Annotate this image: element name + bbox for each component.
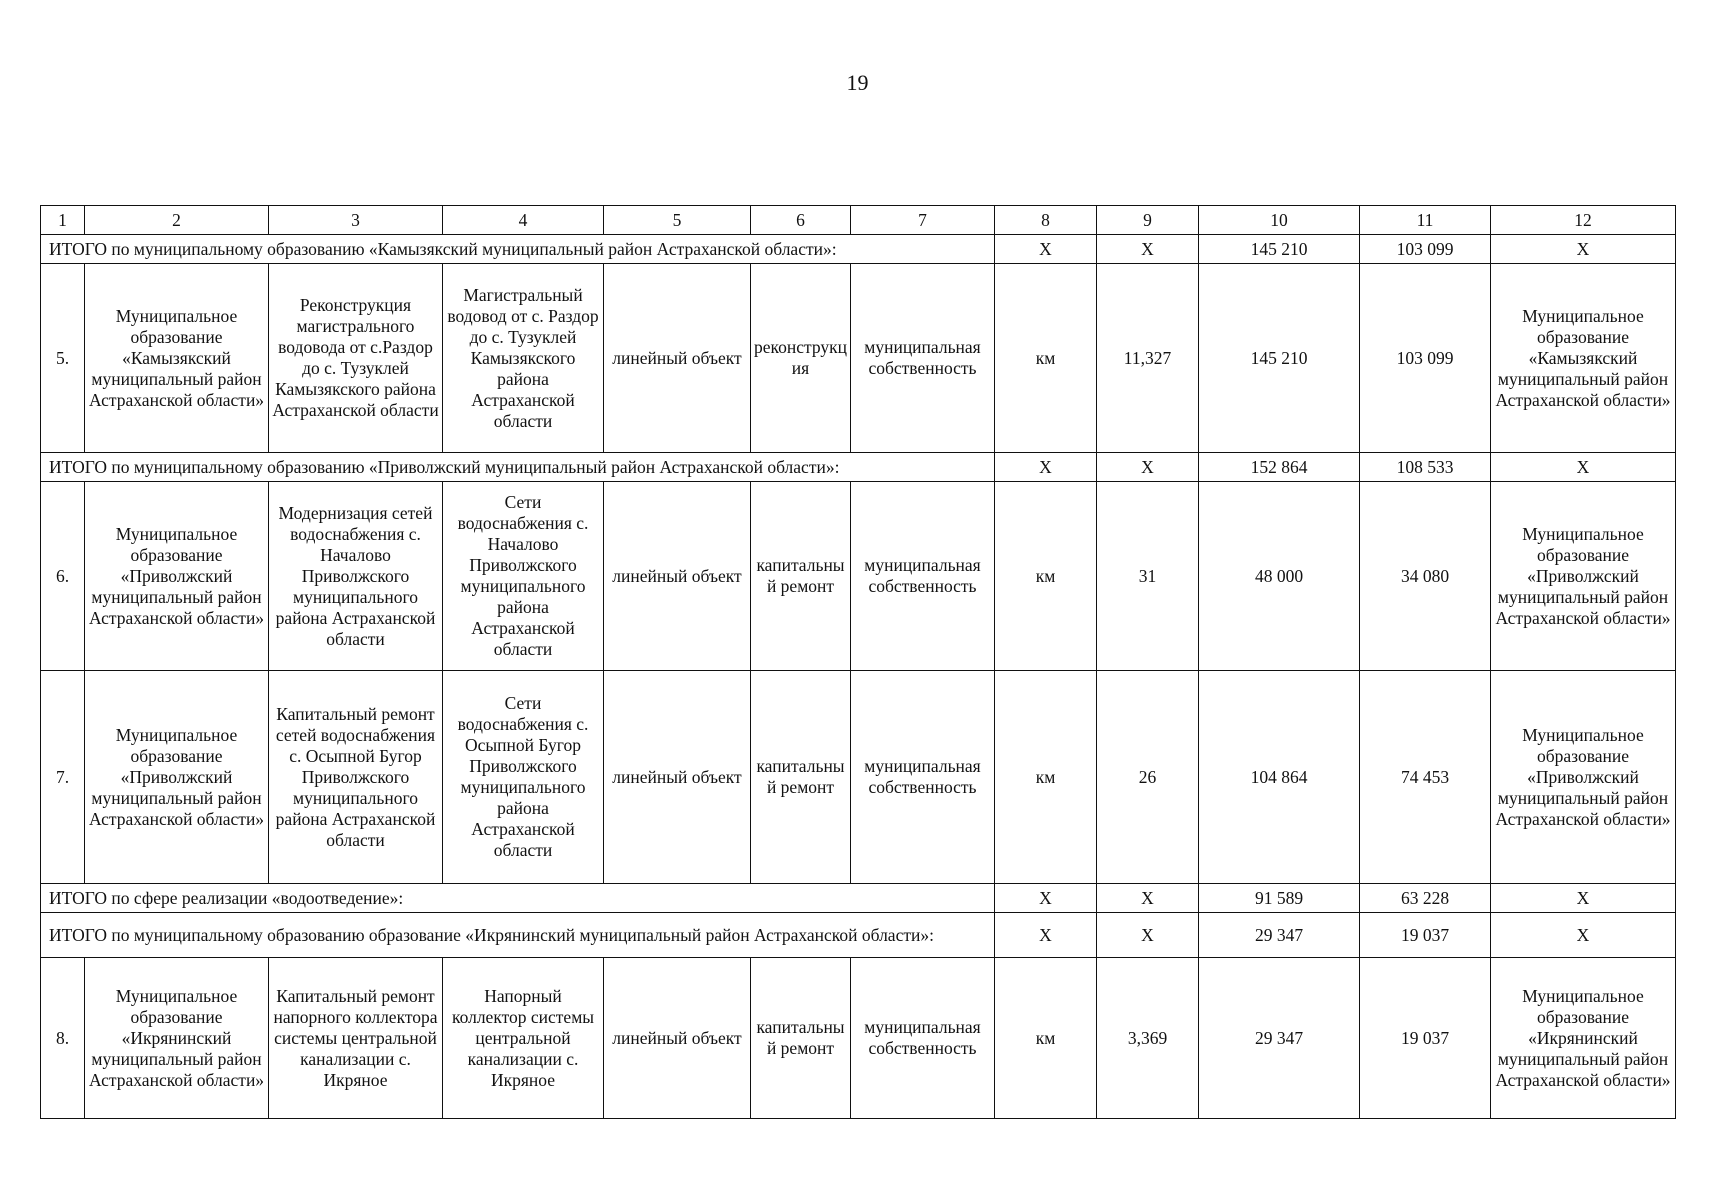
- object-type: линейный объект: [604, 958, 751, 1119]
- unit: км: [995, 671, 1097, 884]
- row-number: 7.: [41, 671, 85, 884]
- ownership: муниципальная собственность: [851, 482, 995, 671]
- total-c8: Х: [995, 235, 1097, 264]
- row-number: 8.: [41, 958, 85, 1119]
- total-c10: 145 210: [1199, 235, 1360, 264]
- owner: Муниципальное образование «Икрянинский муниципальный район Астраханской области»: [1491, 958, 1676, 1119]
- object-name: Магистральный водовод от с. Раздор до с. Тузуклей Камызякского района Астраханской области: [443, 264, 604, 453]
- total-label: ИТОГО по муниципальному образованию образование «Икрянинский муниципальный район Астраханской области»:: [41, 913, 995, 958]
- cost: 29 347: [1199, 958, 1360, 1119]
- total-row: [41, 913, 1676, 958]
- row-number: 6.: [41, 482, 85, 671]
- object-type: линейный объект: [604, 671, 751, 884]
- object-name: Напорный коллектор системы центральной канализации с. Икряное: [443, 958, 604, 1119]
- quantity: 11,327: [1097, 264, 1199, 453]
- measure-name: Капитальный ремонт сетей водоснабжения с. Осыпной Бугор Приволжского муниципального района Астраханской области: [269, 671, 443, 884]
- unit: км: [995, 958, 1097, 1119]
- work-type: реконструкция: [751, 264, 851, 453]
- column-number: 6: [751, 206, 851, 235]
- table-row: [41, 482, 1676, 671]
- column-number: 5: [604, 206, 751, 235]
- quantity: 26: [1097, 671, 1199, 884]
- work-type: капитальный ремонт: [751, 958, 851, 1119]
- measure-name: Модернизация сетей водоснабжения с. Началово Приволжского муниципального района Астраханской области: [269, 482, 443, 671]
- total-c12: Х: [1491, 913, 1676, 958]
- quantity: 31: [1097, 482, 1199, 671]
- cost-secondary: 34 080: [1360, 482, 1491, 671]
- measure-name: Реконструкция магистрального водовода от с.Раздор до с. Тузуклей Камызякского района Астраханской области: [269, 264, 443, 453]
- table-row: [41, 264, 1676, 453]
- total-c12: Х: [1491, 235, 1676, 264]
- total-c10: 91 589: [1199, 884, 1360, 913]
- total-c12: Х: [1491, 884, 1676, 913]
- ownership: муниципальная собственность: [851, 958, 995, 1119]
- work-type: капитальный ремонт: [751, 482, 851, 671]
- work-type: капитальный ремонт: [751, 671, 851, 884]
- ownership: муниципальная собственность: [851, 671, 995, 884]
- column-number: 1: [41, 206, 85, 235]
- cost: 48 000: [1199, 482, 1360, 671]
- owner: Муниципальное образование «Камызякский муниципальный район Астраханской области»: [1491, 264, 1676, 453]
- total-c11: 19 037: [1360, 913, 1491, 958]
- total-c8: Х: [995, 453, 1097, 482]
- ownership: муниципальная собственность: [851, 264, 995, 453]
- total-c9: Х: [1097, 884, 1199, 913]
- total-c9: Х: [1097, 235, 1199, 264]
- total-label: ИТОГО по сфере реализации «водоотведение»:: [41, 884, 995, 913]
- table-row: [41, 958, 1676, 1119]
- cost-secondary: 19 037: [1360, 958, 1491, 1119]
- column-number: 8: [995, 206, 1097, 235]
- total-row: [41, 235, 1676, 264]
- municipal-entity: Муниципальное образование «Камызякский муниципальный район Астраханской области»: [85, 264, 269, 453]
- total-c8: Х: [995, 884, 1097, 913]
- municipal-entity: Муниципальное образование «Приволжский муниципальный район Астраханской области»: [85, 671, 269, 884]
- owner: Муниципальное образование «Приволжский муниципальный район Астраханской области»: [1491, 482, 1676, 671]
- object-type: линейный объект: [604, 482, 751, 671]
- object-name: Сети водоснабжения с. Началово Приволжского муниципального района Астраханской области: [443, 482, 604, 671]
- total-c10: 152 864: [1199, 453, 1360, 482]
- quantity: 3,369: [1097, 958, 1199, 1119]
- total-label: ИТОГО по муниципальному образованию «Камызякский муниципальный район Астраханской области»:: [41, 235, 995, 264]
- total-c11: 108 533: [1360, 453, 1491, 482]
- unit: км: [995, 264, 1097, 453]
- cost-secondary: 103 099: [1360, 264, 1491, 453]
- cost: 104 864: [1199, 671, 1360, 884]
- object-name: Сети водоснабжения с. Осыпной Бугор Приволжского муниципального района Астраханской области: [443, 671, 604, 884]
- unit: км: [995, 482, 1097, 671]
- column-number: 7: [851, 206, 995, 235]
- page-number: 19: [846, 70, 869, 95]
- objects-table: [40, 205, 1676, 1119]
- total-c9: Х: [1097, 453, 1199, 482]
- row-number: 5.: [41, 264, 85, 453]
- table-row: [41, 671, 1676, 884]
- measure-name: Капитальный ремонт напорного коллектора системы центральной канализации с. Икряное: [269, 958, 443, 1119]
- total-row: [41, 453, 1676, 482]
- column-number: 12: [1491, 206, 1676, 235]
- column-number: 11: [1360, 206, 1491, 235]
- column-number: 4: [443, 206, 604, 235]
- cost: 145 210: [1199, 264, 1360, 453]
- object-type: линейный объект: [604, 264, 751, 453]
- column-number: 3: [269, 206, 443, 235]
- total-c12: Х: [1491, 453, 1676, 482]
- total-c9: Х: [1097, 913, 1199, 958]
- total-row: [41, 884, 1676, 913]
- municipal-entity: Муниципальное образование «Икрянинский муниципальный район Астраханской области»: [85, 958, 269, 1119]
- total-c11: 103 099: [1360, 235, 1491, 264]
- column-number: 9: [1097, 206, 1199, 235]
- total-c10: 29 347: [1199, 913, 1360, 958]
- cost-secondary: 74 453: [1360, 671, 1491, 884]
- total-c11: 63 228: [1360, 884, 1491, 913]
- municipal-entity: Муниципальное образование «Приволжский муниципальный район Астраханской области»: [85, 482, 269, 671]
- total-c8: Х: [995, 913, 1097, 958]
- column-number: 2: [85, 206, 269, 235]
- column-number: 10: [1199, 206, 1360, 235]
- total-label: ИТОГО по муниципальному образованию «Приволжский муниципальный район Астраханской области»:: [41, 453, 995, 482]
- owner: Муниципальное образование «Приволжский муниципальный район Астраханской области»: [1491, 671, 1676, 884]
- column-number-row: [41, 206, 1676, 235]
